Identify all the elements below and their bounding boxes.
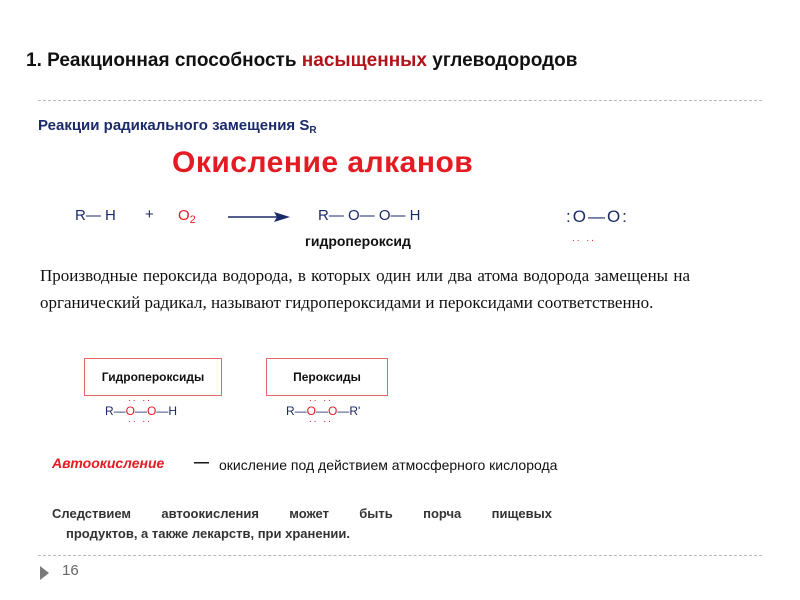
peroxide-dots-top: .. .. xyxy=(309,393,333,404)
oxygen-atom: O xyxy=(328,404,338,418)
hydroperoxides-box xyxy=(84,358,222,396)
section-subtitle xyxy=(38,117,317,136)
reaction-arrow xyxy=(228,210,290,224)
conclusion-text xyxy=(52,504,552,544)
hydroperoxide-dots-bottom: .. .. xyxy=(128,414,152,425)
conclusion-word: автоокисления xyxy=(161,506,259,521)
hydroperoxide-dots-top: .. .. xyxy=(128,393,152,404)
peroxide-dots-bottom: .. .. xyxy=(309,414,333,425)
oxidation-heading: Окисление алканов xyxy=(172,146,474,179)
autooxidation-definition: окисление под действием атмосферного кислорода xyxy=(219,457,558,473)
dioxygen-structure: :O—O: xyxy=(566,207,629,226)
bottom-divider xyxy=(38,555,762,556)
peroxides-label: Пероксиды xyxy=(293,370,361,384)
conclusion-word: может xyxy=(289,506,329,521)
o2-subscript: 2 xyxy=(189,214,196,226)
title-highlight: насыщенных xyxy=(301,50,427,71)
title-prefix: 1. Реакционная способность xyxy=(26,50,297,71)
autooxidation-term: Автоокисление xyxy=(52,455,165,471)
o2-base: O xyxy=(178,207,190,224)
play-arrow-icon[interactable] xyxy=(40,566,49,580)
top-divider xyxy=(38,100,762,101)
conclusion-line-1 xyxy=(52,504,552,524)
reactant-rh: R— H xyxy=(75,207,116,224)
formula-part: R— xyxy=(105,404,126,418)
definition-paragraph: Производные пероксида водорода, в которых один или два атома водорода замещены на органический радикал, называют гидропероксидами и пероксидами соответственно. xyxy=(40,266,690,312)
oxygen-atom: O xyxy=(125,404,136,418)
oxygen-atom: O xyxy=(306,404,317,418)
hydroperoxides-label: Гидропероксиды xyxy=(101,370,205,384)
title-suffix: углеводородов xyxy=(432,50,578,71)
dioxygen-electron-dots: .. .. xyxy=(572,233,596,244)
conclusion-line-2: продуктов, а также лекарств, при хранении. xyxy=(66,526,351,541)
autooxidation-dash: — xyxy=(194,454,209,471)
formula-part: — xyxy=(135,404,148,418)
conclusion-word: быть xyxy=(359,506,393,521)
conclusion-word: Следствием xyxy=(52,506,132,521)
product-name: гидропероксид xyxy=(305,233,411,249)
formula-part: R— xyxy=(286,404,307,418)
product-rooh: R— O— O— H xyxy=(318,207,421,224)
oxygen-atom: O xyxy=(147,404,157,418)
reactant-o2 xyxy=(178,207,196,226)
subtitle-text: Реакции радикального замещения S xyxy=(38,117,310,134)
formula-part: —R' xyxy=(337,404,361,418)
conclusion-word: порча xyxy=(423,506,462,521)
formula-part: —H xyxy=(156,404,178,418)
formula-part: — xyxy=(316,404,329,418)
page-title xyxy=(26,50,577,72)
peroxides-box xyxy=(266,358,388,396)
page-number: 16 xyxy=(62,562,79,579)
subtitle-subscript: R xyxy=(309,125,317,136)
plus-sign: + xyxy=(145,206,154,223)
conclusion-word: пищевых xyxy=(491,506,552,521)
